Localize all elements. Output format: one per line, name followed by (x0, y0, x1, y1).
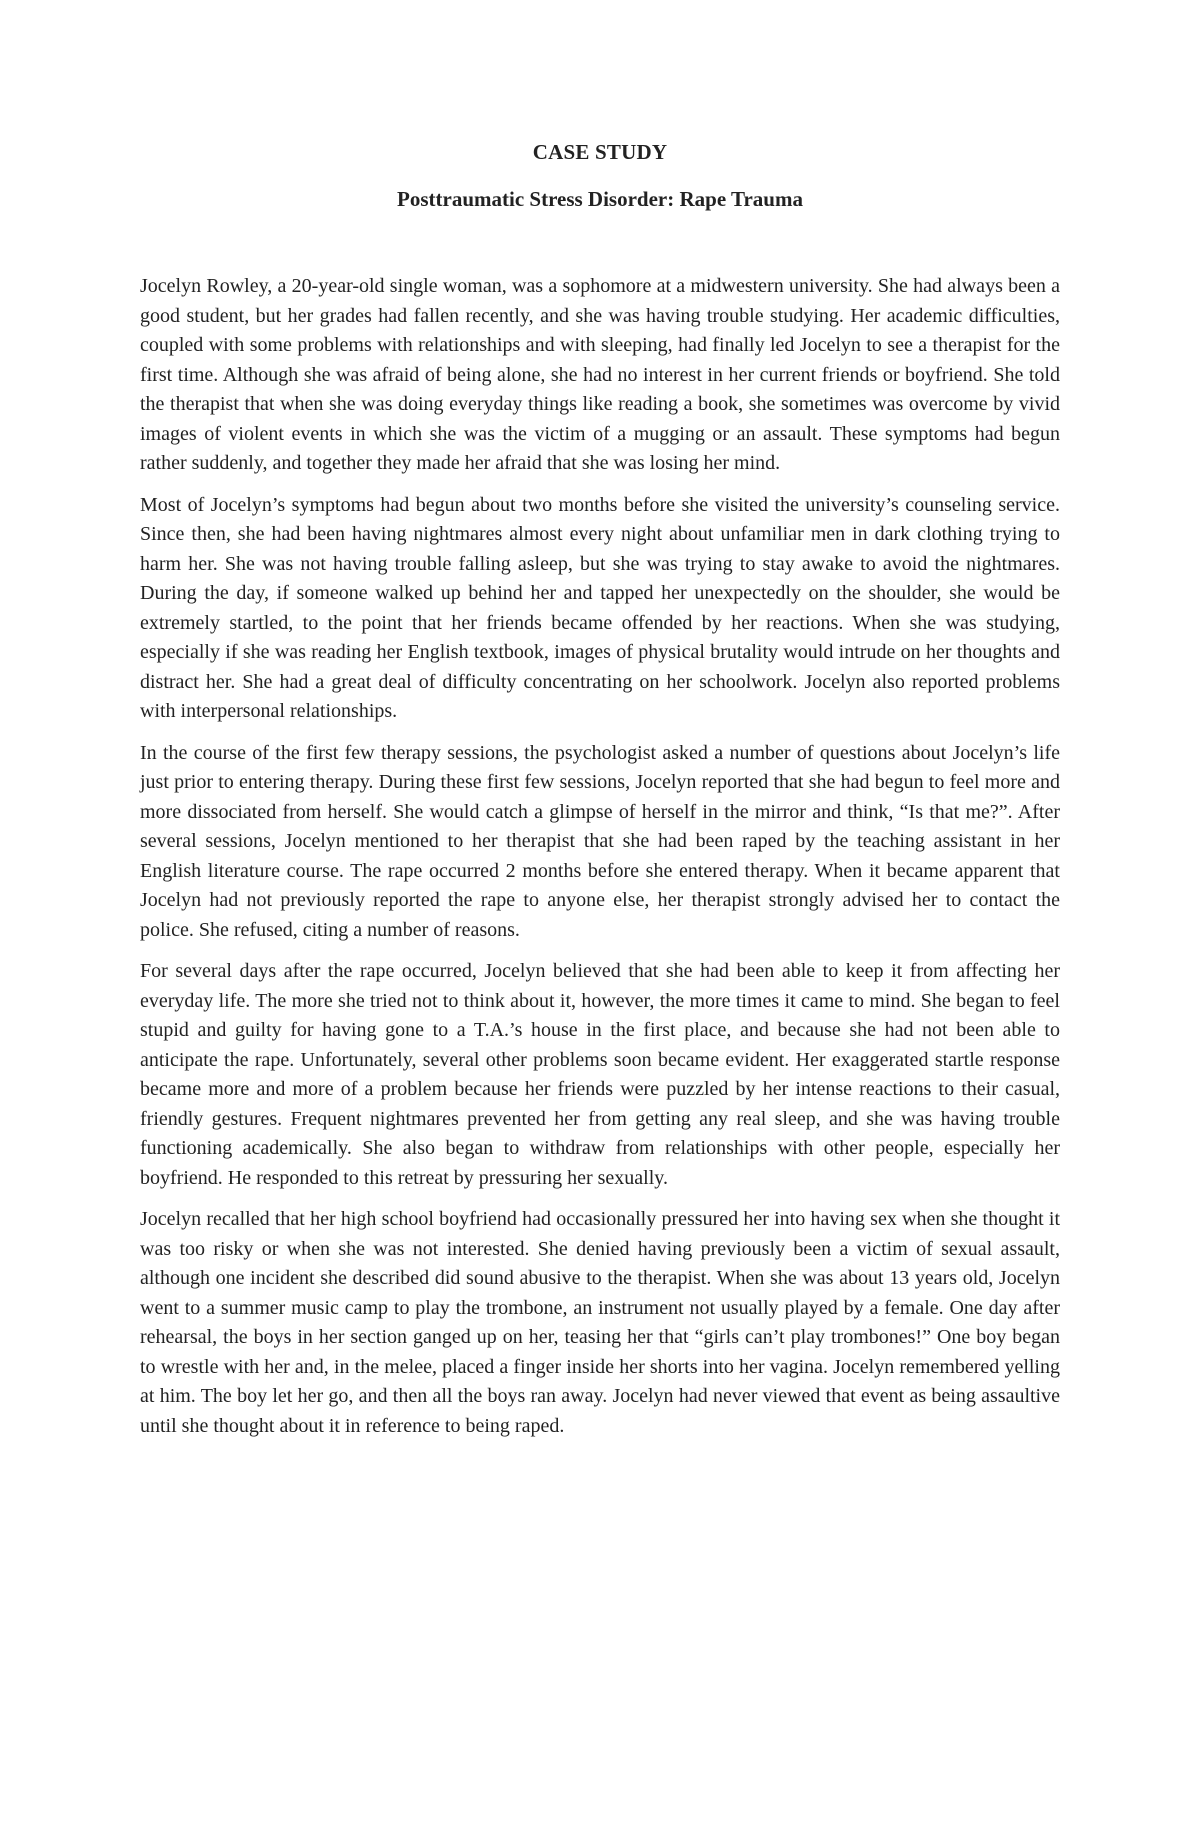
document-subtitle: Posttraumatic Stress Disorder: Rape Trauma (397, 187, 803, 211)
paragraph-2: Most of Jocelyn’s symptoms had begun about two months before she visited the university’s counseling service. Since then, she had been having nightmares almost every night about unfamiliar men in dark clothing trying to harm her. She was not having trouble falling asleep, but she was trying to stay awake to avoid the nightmares. During the day, if someone walked up behind her and tapped her unexpectedly on the shoulder, she would be extremely startled, to the point that her friends became offended by her reactions. When she was studying, especially if she was reading her English textbook, images of physical brutality would intrude on her thoughts and distract her. She had a great deal of difficulty concentrating on her schoolwork. Jocelyn also reported problems with interpersonal relationships. (140, 493, 1060, 722)
paragraph-3: In the course of the first few therapy sessions, the psychologist asked a number of questions about Jocelyn’s life just prior to entering therapy. During these first few sessions, Jocelyn reported that she had begun to feel more and more dissociated from herself. She would catch a glimpse of herself in the mirror and think, “Is that me?”. After several sessions, Jocelyn mentioned to her therapist that she had been raped by the teaching assistant in her English literature course. The rape occurred 2 months before she entered therapy. When it became apparent that Jocelyn had not previously reported the rape to anyone else, her therapist strongly advised her to contact the police. She refused, citing a number of reasons. (140, 741, 1060, 941)
document-page (140, 140, 1060, 1453)
document-title: CASE STUDY (532, 140, 668, 164)
paragraph-5: Jocelyn recalled that her high school boyfriend had occasionally pressured her into having sex when she thought it was too risky or when she was not interested. She denied having previously been a victim of sexual assault, although one incident she described did sound abusive to the therapist. When she was about 13 years old, Jocelyn went to a summer music camp to play the trombone, an instrument not usually played by a female. One day after rehearsal, the boys in her section ganged up on her, teasing her that “girls can’t play trombones!” One boy began to wrestle with her and, in the melee, placed a finger inside her shorts into her vagina. Jocelyn remembered yelling at him. The boy let her go, and then all the boys ran away. Jocelyn had never viewed that event as being assaultive until she thought about it in reference to being raped. (140, 1208, 1060, 1437)
paragraph-4: For several days after the rape occurred, Jocelyn believed that she had been able to keep it from affecting her everyday life. The more she tried not to think about it, however, the more times it came to mind. She began to feel stupid and guilty for having gone to a T.A.’s house in the first place, and because she had not been able to anticipate the rape. Unfortunately, several other problems soon became evident. Her exaggerated startle response became more and more of a problem because her friends were puzzled by her intense reactions to their casual, friendly gestures. Frequent nightmares prevented her from getting any real sleep, and she was having trouble functioning academically. She also began to withdraw from relationships with other people, especially her boyfriend. He responded to this retreat by pressuring her sexually. (140, 960, 1060, 1189)
paragraph-1: Jocelyn Rowley, a 20-year-old single woman, was a sophomore at a midwestern university. She had always been a good student, but her grades had fallen recently, and she was having trouble studying. Her academic difficulties, coupled with some problems with relationships and with sleeping, had finally led Jocelyn to see a therapist for the first time. Although she was afraid of being alone, she had no interest in her current friends or boyfriend. She told the therapist that when she was doing everyday things like reading a book, she sometimes was overcome by vivid images of violent events in which she was the victim of a mugging or an assault. These symptoms had begun rather suddenly, and together they made her afraid that she was losing her mind. (140, 275, 1060, 474)
